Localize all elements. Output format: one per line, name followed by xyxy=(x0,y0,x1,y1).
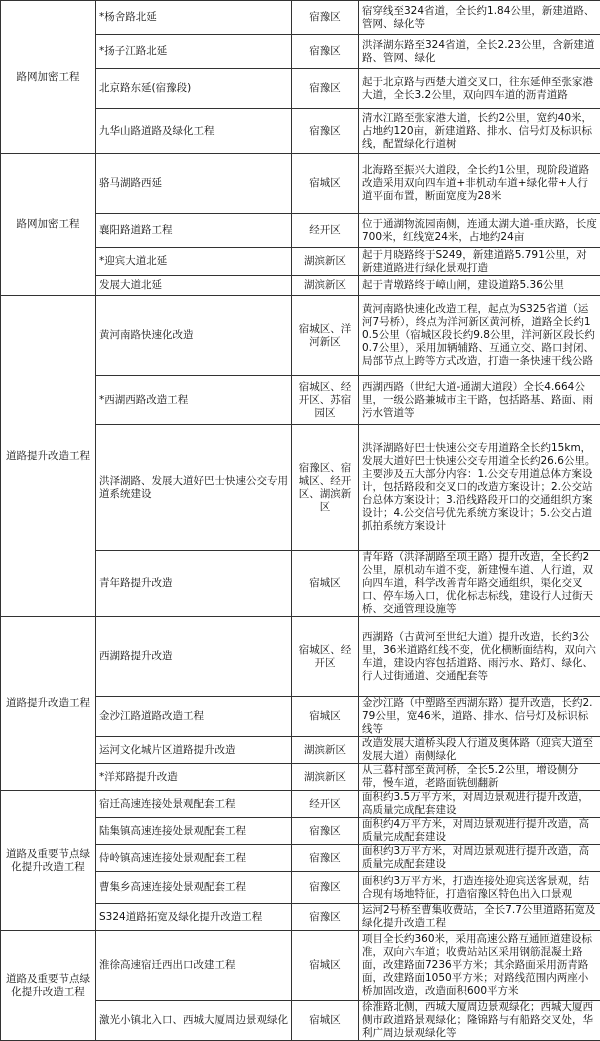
project-name-cell: 青年路提升改造 xyxy=(96,551,292,617)
description-cell: 洪泽湖东路至324省道，全长2.23公里，含新建道路、管网、绿化 xyxy=(359,35,600,69)
description-cell: 项目全长约360米，采用高速公路互通匝道建设标准，双向六车道；收费站站区采用钢筋混凝土路面，改建路面7236平方米；其余路面采用沥青路面，改建路面1050平方米；对路线范围内两座小桥加固改造，改造面积600平方米 xyxy=(359,931,600,1001)
area-cell: 湖滨新区 xyxy=(292,276,359,296)
project-name-cell: 陆集镇高速连接处景观配套工程 xyxy=(96,818,292,845)
description-cell: 面积约3.5万平方米，对周边景观进行提升改造，高质量完成配套建设 xyxy=(359,791,600,818)
table-row xyxy=(1,1,600,35)
project-name-cell: 曹集乡高速连接处景观配套工程 xyxy=(96,872,292,904)
description-cell: 金沙江路（中塑路至西湖东路）提升改造，长约2.79公里，宽46米，道路、排水、信号灯及标识标线等 xyxy=(359,697,600,737)
description-cell: 青年路（洪泽湖路至项王路）提升改造，全长约2公里，原机动车道不变，新建慢车道、人行道，双向四车道，科学改善青年路交通组织，渠化交叉口、停车场入口，优化标志标线，建设行人过街天桥、交通管理设施等 xyxy=(359,551,600,617)
category-cell: 路网加密工程 xyxy=(1,154,96,296)
description-cell: 位于通湖物流园南侧，连通太湖大道-重庆路，长度700米，红线宽24米，占地约24亩 xyxy=(359,214,600,248)
table-row xyxy=(1,791,600,818)
project-name-cell: *洋郑路提升改造 xyxy=(96,764,292,791)
area-cell: 宿豫区 xyxy=(292,1,359,35)
area-cell: 宿城区 xyxy=(292,1001,359,1041)
area-cell: 宿豫区 xyxy=(292,109,359,154)
area-cell: 宿豫区、宿城区、经开区、湖滨新区 xyxy=(292,425,359,551)
description-cell: 起于月晓路终于S249，新建道路5.791公里，对新建道路进行绿化景观打造 xyxy=(359,248,600,276)
project-name-cell: *西湖西路改造工程 xyxy=(96,376,292,425)
area-cell: 宿城区 xyxy=(292,551,359,617)
description-cell: 起于北京路与西楚大道交叉口，往东延伸至张家港大道，全长3.2公里，双向四车道的沥青道路 xyxy=(359,69,600,109)
description-cell: 黄河南路快速化改造工程，起点为S325省道（运河7号桥），终点为洋河新区黄河桥，道路全长约10.5公里（宿城区段长约9.8公里，洋河新区段长约0.7公里），采用加辆辅路、互通立交、路口封闭、局部节点上跨等方式改造，打造一条快速干线公路 xyxy=(359,296,600,376)
project-name-cell: 宿迁高速连接处景观配套工程 xyxy=(96,791,292,818)
description-cell: 清水江路至张家港大道，长约2公里，宽约40米，占地约120亩，新建道路、排水、信号灯及标识标线，配置绿化行道树 xyxy=(359,109,600,154)
description-cell: 西湖路（古黄河至世纪大道）提升改造，长约3公里，36米道路红线不变，优化横断面结构，双向六车道，建设内容包括道路、雨污水、路灯、绿化、行人过街通道、交通配套等 xyxy=(359,617,600,697)
project-name-cell: 襄阳路道路工程 xyxy=(96,214,292,248)
area-cell: 宿城区、经开区 xyxy=(292,617,359,697)
project-name-cell: 金沙江路道路改造工程 xyxy=(96,697,292,737)
description-cell: 面积约4万平方米，对周边景观进行提升改造，高质量完成配套建设 xyxy=(359,818,600,845)
project-name-cell: 运河文化城片区道路提升改造 xyxy=(96,737,292,764)
area-cell: 湖滨新区 xyxy=(292,737,359,764)
area-cell: 宿城区 xyxy=(292,931,359,1001)
category-cell: 道路及重要节点绿化提升改造工程 xyxy=(1,791,96,931)
area-cell: 宿豫区 xyxy=(292,35,359,69)
description-cell: 北海路至振兴大道段，全长约1公里，现阶段道路改造采用双向四车道+非机动车道+绿化带+人行道平面布置，断面宽度为28米 xyxy=(359,154,600,214)
area-cell: 宿城区 xyxy=(292,154,359,214)
category-cell: 道路提升改造工程 xyxy=(1,296,96,617)
description-cell: 面积约3万平方米，打造连接处迎宾送客景观，结合现有场地特征，打造宿豫区特色出入口景观 xyxy=(359,872,600,904)
area-cell: 宿城区、洋河新区 xyxy=(292,296,359,376)
project-name-cell: 激光小镇北入口、西城大厦周边景观绿化 xyxy=(96,1001,292,1041)
area-cell: 经开区 xyxy=(292,214,359,248)
description-cell: 宿穿线至324省道，全长约1.84公里，新建道路、管网、绿化等 xyxy=(359,1,600,35)
category-cell: 道路提升改造工程 xyxy=(1,617,96,791)
description-cell: 改造发展大道桥头段人行道及奥体路（迎宾大道至发展大道）南侧绿化 xyxy=(359,737,600,764)
project-name-cell: 骆马湖路西延 xyxy=(96,154,292,214)
project-name-cell: *扬子江路北延 xyxy=(96,35,292,69)
description-cell: 徐淮路北侧，西城大厦周边景观绿化；西城大厦西侧市政道路景观绿化；隆锦路与有船路交叉处，华利广周边景观绿化等 xyxy=(359,1001,600,1041)
table-row xyxy=(1,617,600,697)
project-name-cell: 西湖路提升改造 xyxy=(96,617,292,697)
description-cell: 运河2号桥至曹集收费站，全长7.7公里道路拓宽及绿化提升改造工程 xyxy=(359,904,600,931)
area-cell: 宿豫区 xyxy=(292,845,359,872)
project-name-cell: 洪泽湖路、发展大道好巴士快速公交专用道系统建设 xyxy=(96,425,292,551)
project-name-cell: 发展大道北延 xyxy=(96,276,292,296)
area-cell: 湖滨新区 xyxy=(292,248,359,276)
project-name-cell: 九华山路道路及绿化工程 xyxy=(96,109,292,154)
project-name-cell: 淮徐高速宿迁西出口改建工程 xyxy=(96,931,292,1001)
project-name-cell: 北京路东延(宿豫段) xyxy=(96,69,292,109)
table-row xyxy=(1,296,600,376)
area-cell: 宿豫区 xyxy=(292,872,359,904)
table-row xyxy=(1,931,600,1001)
project-name-cell: *迎宾大道北延 xyxy=(96,248,292,276)
area-cell: 湖滨新区 xyxy=(292,764,359,791)
area-cell: 宿城区 xyxy=(292,697,359,737)
table-row xyxy=(1,154,600,214)
description-cell: 起于青墩路终于嶂山闸，建设道路5.36公里 xyxy=(359,276,600,296)
description-cell: 洪泽湖路好巴士快速公交专用道路全长约15km，发展大道好巴士快速公交专用道全长约26.6公里。主要涉及五大部分内容：1.公交专用道总体方案设计，包括路段和交叉口的改造方案设计；2.公交站台总体方案设计；3.沿线路段开口的交通组织方案设计；4.公交信号优先系统方案设计；5.公交占道抓拍系统方案设计 xyxy=(359,425,600,551)
area-cell: 宿城区、经开区、苏宿园区 xyxy=(292,376,359,425)
area-cell: 宿豫区 xyxy=(292,69,359,109)
description-cell: 面积约3万平方米，对周边景观进行提升改造，高质量完成配套建设 xyxy=(359,845,600,872)
project-name-cell: 黄河南路快速化改造 xyxy=(96,296,292,376)
category-cell: 路网加密工程 xyxy=(1,1,96,154)
area-cell: 经开区 xyxy=(292,791,359,818)
project-name-cell: 侍岭镇高速连接处景观配套工程 xyxy=(96,845,292,872)
area-cell: 宿豫区 xyxy=(292,904,359,931)
description-cell: 从三暮村部至黄河桥，全长5.2公里，增设侧分带，慢车道，老路面铣刨翻新 xyxy=(359,764,600,791)
project-name-cell: *杨舍路北延 xyxy=(96,1,292,35)
area-cell: 宿豫区 xyxy=(292,818,359,845)
category-cell: 道路及重要节点绿化提升改造工程 xyxy=(1,931,96,1041)
description-cell: 西湖西路（世纪大道-通湖大道段）全长4.664公里，一级公路兼城市主干路，包括路基、路面、雨污水管道等 xyxy=(359,376,600,425)
project-name-cell: S324道路拓宽及绿化提升改造工程 xyxy=(96,904,292,931)
